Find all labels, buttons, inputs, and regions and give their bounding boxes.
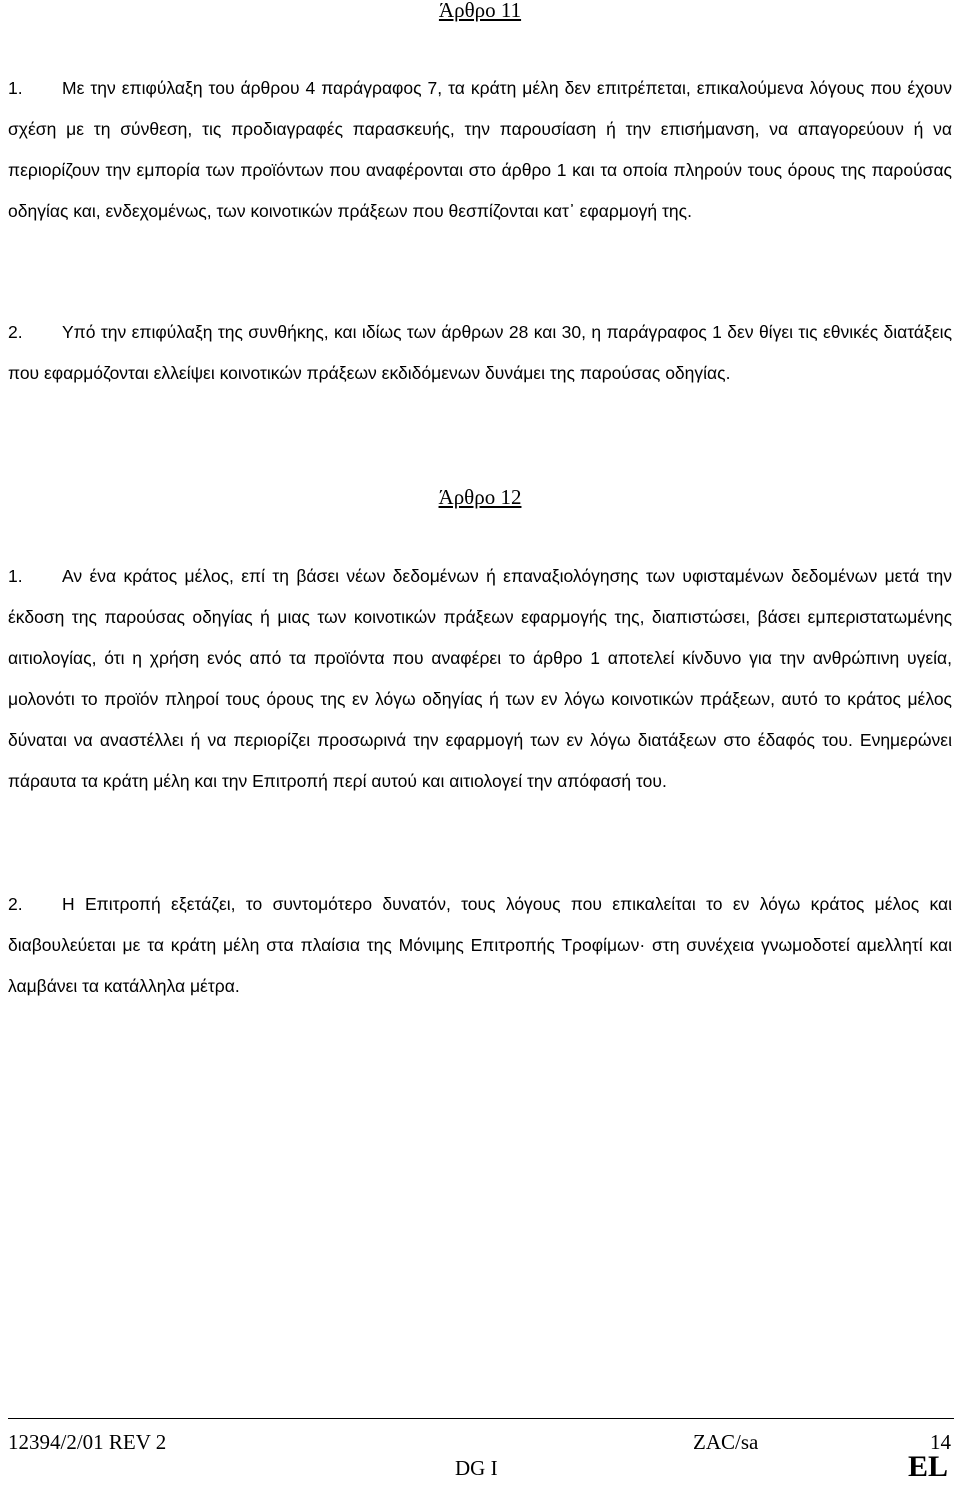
article-11-heading: Άρθρο 11 [438,0,522,22]
footer-divider [8,1418,954,1419]
article-11-paragraph-1 [8,68,952,232]
article-12-heading: Άρθρο 12 [438,485,522,509]
article-12-paragraph-1 [8,556,952,802]
paragraph-text: Αν ένα κράτος μέλος, επί τη βάσει νέων δεδομένων ή επαναξιολόγησης των υφισταμένων δεδομένων μετά την έκδοση της παρούσας οδηγίας ή μιας των κοινοτικών πράξεων εφαρμογής της, διαπιστώσει, βάσει εμπεριστατωμένης αιτιολογίας, ότι η χρήση ενός από τα προϊόντα που αναφέρει το άρθρο 1 αποτελεί κίνδυνο για την ανθρώπινη υγεία, μολονότι το προϊόν πληροί τους όρους της εν λόγω οδηγίας ή των εν λόγω κοινοτικών πράξεων, αυτό το κράτος μέλος δύναται να αναστέλλει ή να περιορίζει προσωρινά την εφαρμογή των εν λόγω διατάξεων στο έδαφός του. Ενημερώνει πάραυτα τα κράτη μέλη και την Επιτροπή περί αυτού και αιτιολογεί την απόφασή του. [8,566,952,791]
article-12-paragraph-2 [8,884,952,1007]
paragraph-number: 1. [8,78,23,98]
footer-doc-ref: 12394/2/01 REV 2 [8,1430,167,1454]
article-11-paragraph-2 [8,312,952,394]
paragraph-text: Η Επιτροπή εξετάζει, το συντομότερο δυνατόν, τους λόγους που επικαλείται το εν λόγω κράτος μέλος και διαβουλεύεται με τα κράτη μέλη στα πλαίσια της Μόνιμης Επιτροπής Τροφίμων· στη συνέχεια γνωμοδοτεί αμελλητί και λαμβάνει τα κατάλληλα μέτρα. [8,894,952,996]
paragraph-text: Με την επιφύλαξη του άρθρου 4 παράγραφος 7, τα κράτη μέλη δεν επιτρέπεται, επικαλούμενα λόγους που έχουν σχέση με τη σύνθεση, τις προδιαγραφές παρασκευής, την παρουσίαση ή την επισήμανση, να απαγορεύουν ή να περιορίζουν την εμπορία των προϊόντων που αναφέρονται στο άρθρο 1 και τα οποία πληρούν τους όρους της παρούσας οδηγίας και, ενδεχομένως, των κοινοτικών πράξεων που θεσπίζονται κατ᾽ εφαρμογή της. [8,78,952,221]
footer-page-number: 14 [930,1430,951,1454]
paragraph-number: 1. [8,566,23,586]
footer-dg: DG I [455,1456,498,1480]
footer-author: ZAC/sa [693,1430,759,1454]
paragraph-number: 2. [8,894,23,914]
footer-language-code: EL [908,1450,949,1483]
paragraph-number: 2. [8,322,23,342]
paragraph-text: Υπό την επιφύλαξη της συνθήκης, και ιδίως των άρθρων 28 και 30, η παράγραφος 1 δεν θίγει τις εθνικές διατάξεις που εφαρμόζονται ελλείψει κοινοτικών πράξεων εκδιδόμενων δυνάμει της παρούσας οδηγίας. [8,322,952,383]
